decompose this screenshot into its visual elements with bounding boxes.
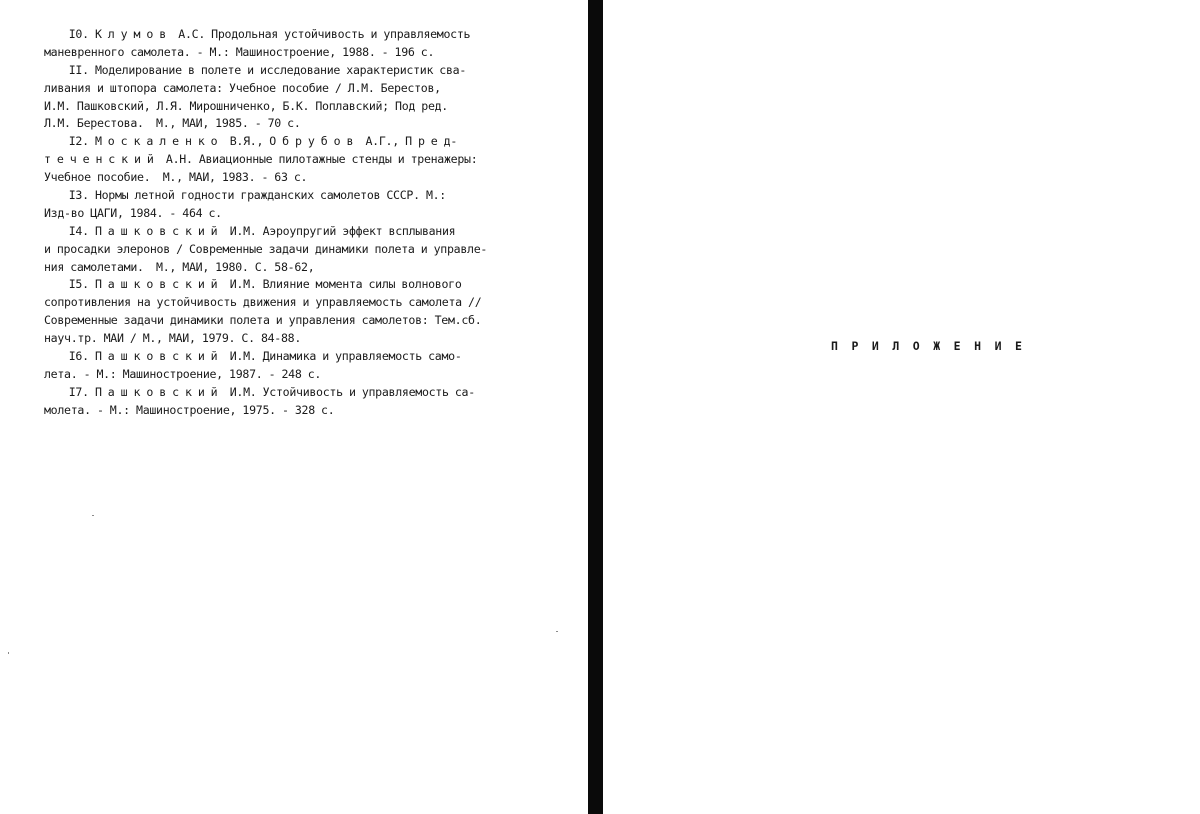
- reference-list: [44, 26, 554, 420]
- reference-line: I2. М о с к а л е н к о В.Я., О б р у б о в А.Г., П р е д-: [44, 134, 458, 149]
- reference-line: ливания и штопора самолета: Учебное пособие / Л.М. Берестов,: [44, 80, 441, 95]
- reference-line: маневренного самолета. - М.: Машиностроение, 1988. - 196 с.: [44, 44, 435, 59]
- reference-line: Л.М. Берестова. М., МАИ, 1985. - 70 с.: [44, 116, 301, 131]
- reference-line: и просадки элеронов / Современные задачи динамики полета и управле-: [44, 241, 488, 256]
- left-page: [0, 0, 588, 814]
- reference-line: I0. К л у м о в А.С. Продольная устойчивость и управляемость: [44, 27, 471, 41]
- reference-line: науч.тр. МАИ / М., МАИ, 1979. С. 84-88.: [44, 331, 302, 346]
- reference-line: сопротивления на устойчивость движения и управляемость самолета //: [44, 295, 482, 310]
- reference-line: ния самолетами. М., МАИ, 1980. С. 58-62,: [44, 259, 315, 274]
- reference-line: И.М. Пашковский, Л.Я. Мирошниченко, Б.К. Поплавский; Под ред.: [44, 98, 448, 113]
- reference-line: Изд-во ЦАГИ, 1984. - 464 с.: [44, 205, 222, 220]
- right-page: [603, 0, 1200, 814]
- reference-line: т е ч е н с к и й А.Н. Авиационные пилотажные стенды и тренажеры:: [44, 152, 478, 167]
- book-gutter: [588, 0, 603, 814]
- appendix-heading: П Р И Л О Ж Е Н И Е: [831, 339, 1026, 353]
- scan-speck: [556, 631, 558, 632]
- reference-line: Учебное пособие. М., МАИ, 1983. - 63 с.: [44, 170, 308, 185]
- reference-line: II. Моделирование в полете и исследование характеристик сва-: [44, 62, 467, 77]
- reference-line: лета. - М.: Машиностроение, 1987. - 248 с.: [44, 366, 322, 381]
- reference-line: I5. П а ш к о в с к и й И.М. Влияние момента силы волнового: [44, 277, 462, 292]
- reference-line: I7. П а ш к о в с к и й И.М. Устойчивость и управляемость са-: [44, 384, 475, 399]
- reference-line: I3. Нормы летной годности гражданских самолетов СССР. М.:: [44, 188, 446, 203]
- scan-speck: [92, 515, 94, 516]
- scan-speck: [8, 652, 9, 654]
- reference-line: I4. П а ш к о в с к и й И.М. Аэроупругий эффект всплывания: [44, 223, 456, 238]
- reference-line: Современные задачи динамики полета и управления самолетов: Тем.сб.: [44, 313, 482, 328]
- reference-line: молета. - М.: Машиностроение, 1975. - 328 с.: [44, 402, 335, 417]
- reference-line: I6. П а ш к о в с к и й И.М. Динамика и управляемость само-: [44, 349, 462, 364]
